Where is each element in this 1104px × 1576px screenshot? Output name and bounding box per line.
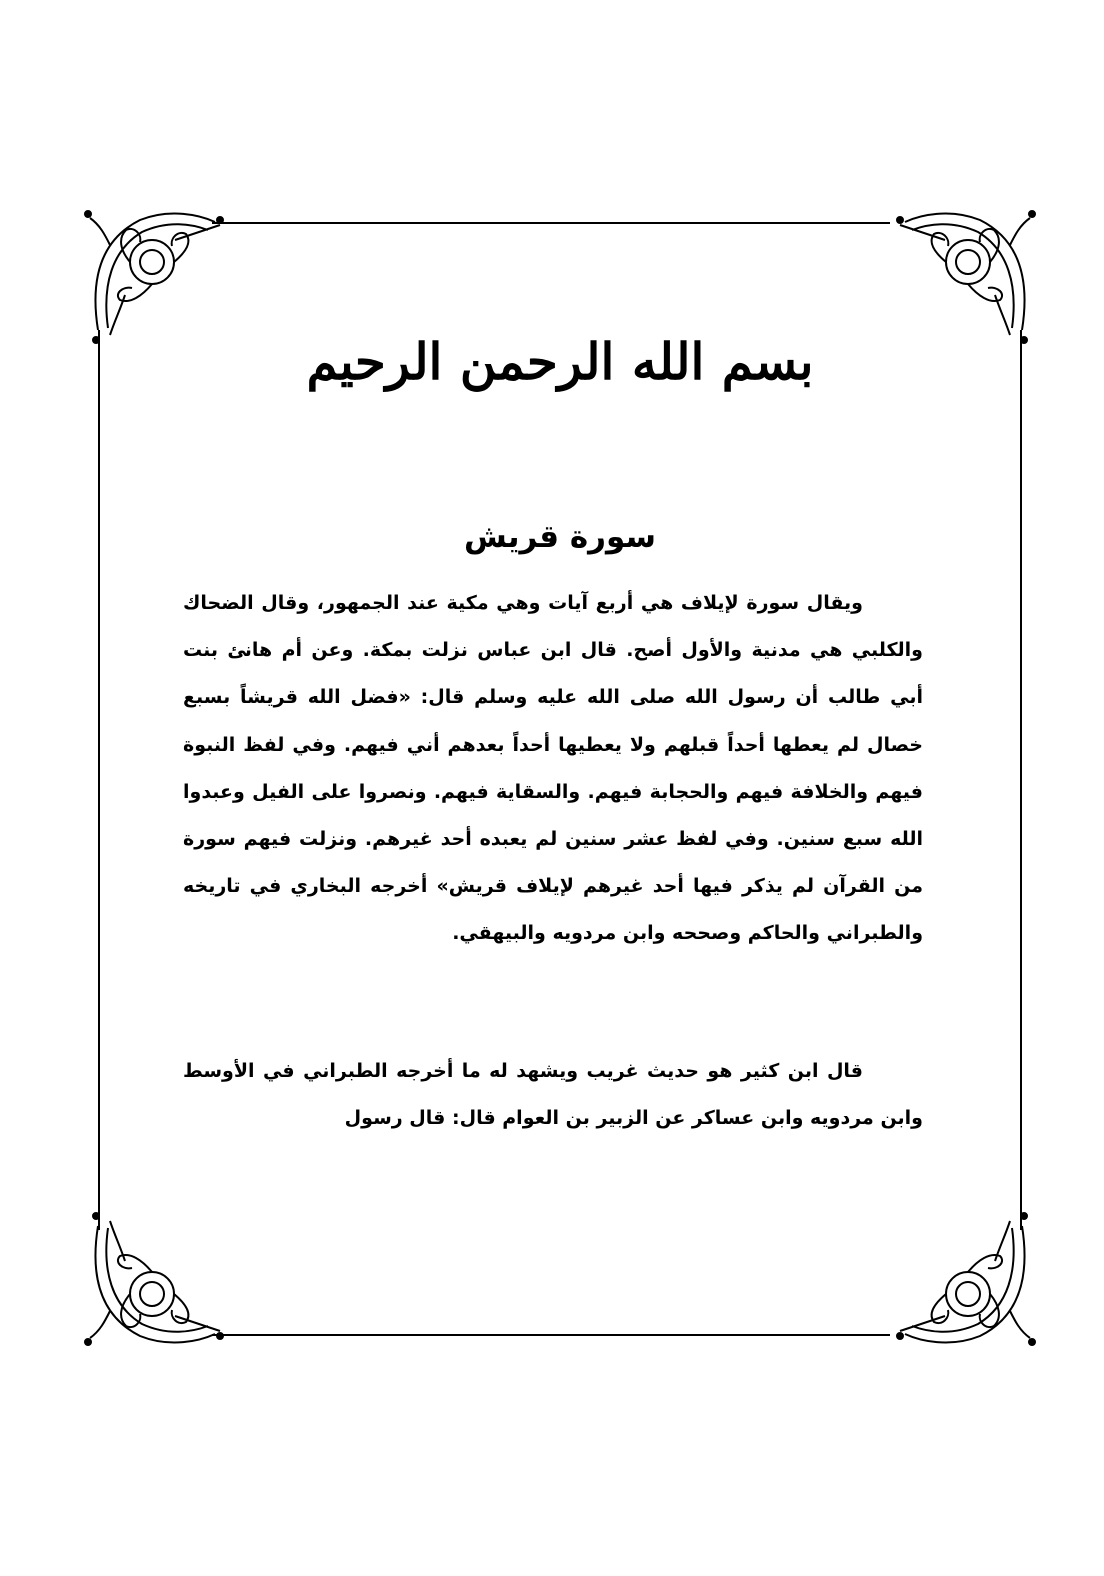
frame-top-border — [212, 222, 890, 224]
ornament-bottom-right-icon — [890, 1206, 1040, 1356]
ornament-top-left-icon — [80, 200, 230, 350]
frame-right-border — [1020, 330, 1022, 1230]
ornament-bottom-left-icon — [80, 1206, 230, 1356]
frame-left-border — [98, 330, 100, 1230]
basmala-calligraphy: بسم الله الرحمن الرحيم — [306, 331, 814, 391]
ornament-top-right-icon — [890, 200, 1040, 350]
paragraph-1: ويقال سورة لإيلاف هي أربع آيات وهي مكية عند الجمهور، وقال الضحاك والكلبي هي مدنية والأول أصح. قال ابن عباس نزلت بمكة. وعن أم هانئ بنت أبي طالب أن رسول الله صلى الله عليه وسلم قال: «فضل الله قريشاً بسبع خصال لم يعطها أحداً قبلهم ولا يعطيها أحداً بعدهم أني فيهم. وفي لفظ النبوة فيهم والخلافة فيهم والحجابة فيهم. والسقاية فيهم. ونصروا على الفيل وعبدوا الله سبع سنين. وفي لفظ عشر سنين لم يعبده أحد غيرهم. ونزلت فيهم سورة من القرآن لم يذكر فيها أحد غيرهم لإيلاف قريش» أخرجه البخاري في تاريخه والطبراني والحاكم وصححه وابن مردويه والبيهقي. — [183, 592, 923, 945]
frame-bottom-border — [212, 1334, 890, 1336]
page-title: سورة قريش — [464, 519, 656, 555]
paragraph-2: قال ابن كثير هو حديث غريب ويشهد له ما أخرجه الطبراني في الأوسط وابن مردويه وابن عساكر عن الزبير بن العوام قال: قال رسول — [183, 1060, 923, 1130]
